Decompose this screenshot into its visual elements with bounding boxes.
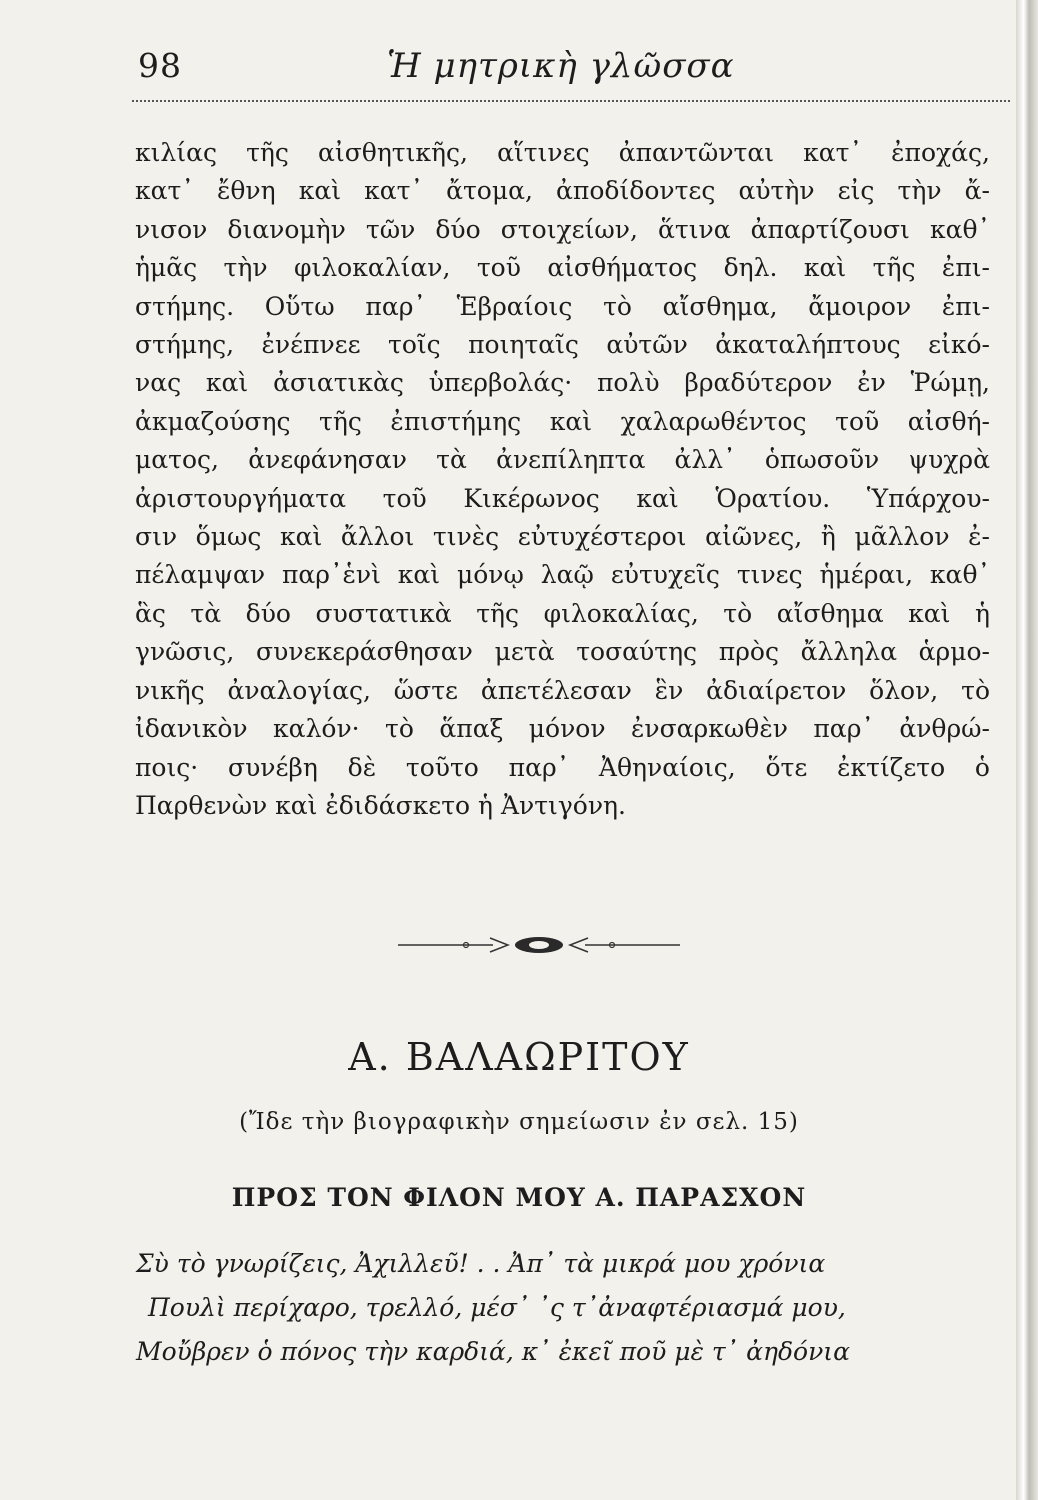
text-line: Παρθενὼν καὶ ἐδιδάσκετο ἡ Ἀντιγόνη. (135, 790, 626, 820)
text-line: κατ᾽ ἔθνη καὶ κατ᾽ ἄτομα, ἀποδίδοντες αὐτὴν εἰς τὴν ἄ- (135, 176, 990, 206)
text-line: κιλίας τῆς αἰσθητικῆς, αἵτινες ἀπαντῶνται κατ᾽ ἐποχάς, (135, 138, 990, 167)
text-line: ἃς τὰ δύο συστατικὰ τῆς φιλοκαλίας, τὸ αἴσθημα καὶ ἡ (135, 598, 990, 628)
text-line: ποις· συνέβη δὲ τοῦτο παρ᾽ Ἀθηναίοις, ὅτε ἐκτίζετο ὁ (135, 752, 990, 782)
text-line: ἀριστουργήματα τοῦ Κικέρωνος καὶ Ὁρατίου. Ὑπάρχου- (135, 483, 990, 513)
page-edge (1016, 0, 1038, 1500)
text-line: ἰδανικὸν καλόν· τὸ ἅπαξ μόνον ἐνσαρκωθὲν παρ᾽ ἀνθρώ- (135, 714, 990, 744)
text-line: στήμης, ἐνέπνεε τοῖς ποιηταῖς αὐτῶν ἀκαταλήπτους εἰκό- (135, 330, 990, 360)
text-line: σιν ὅμως καὶ ἄλλοι τινὲς εὐτυχέστεροι αἰῶνες, ἢ μᾶλλον ἐ- (135, 522, 990, 552)
bio-note: (Ἴδε τὴν βιογραφικὴν σημείωσιν ἐν σελ. 15) (239, 1109, 799, 1135)
poem-line: Μοὔβρεν ὁ πόνος τὴν καρδιά, κ᾽ ἐκεῖ ποῦ μὲ τ᾽ ἀηδόνια (136, 1337, 850, 1366)
text-line: νισον διανομὴν τῶν δύο στοιχείων, ἅτινα ἀπαρτίζουσι καθ᾽ (135, 214, 990, 244)
text-line: ἀκμαζούσης τῆς ἐπιστήμης καὶ χαλαρωθέντος τοῦ αἰσθή- (135, 406, 990, 436)
running-title: Ἡ μητρικὴ γλῶσσα (387, 46, 735, 86)
poem (136, 1242, 976, 1374)
poem-line: Πουλὶ περίχαρο, τρελλό, μέσ᾽ ᾽ς τ᾽ἀναφτέριασμά μου, (148, 1293, 846, 1322)
text-line: ματος, ἀνεφάνησαν τὰ ἀνεπίληπτα ἀλλ᾽ ὁπωσοῦν ψυχρὰ (135, 445, 990, 475)
author-heading: Α. ΒΑΛΑΩΡΙΤΟΥ (348, 1035, 690, 1079)
text-line: ἡμᾶς τὴν φιλοκαλίαν, τοῦ αἰσθήματος δηλ. καὶ τῆς ἐπι- (135, 253, 990, 283)
text-line: νικῆς ἀναλογίας, ὥστε ἀπετέλεσαν ἓν ἀδιαίρετον ὅλον, τὸ (135, 675, 990, 705)
poem-line: Σὺ τὸ γνωρίζεις, Ἀχιλλεῦ! . . Ἀπ᾽ τὰ μικρά μου χρόνια (136, 1249, 826, 1278)
header-rule (132, 100, 1010, 102)
poem-title: ΠΡΟΣ ΤΟΝ ΦΙΛΟΝ ΜΟΥ Α. ΠΑΡΑΣΧΟΝ (231, 1183, 807, 1212)
page-header (132, 38, 1007, 96)
text-line: γνῶσις, συνεκεράσθησαν μετὰ τοσαύτης πρὸς ἄλληλα ἁρμο- (135, 637, 990, 667)
ornament-divider (398, 930, 680, 960)
page-number: 98 (138, 46, 182, 85)
text-line: στήμης. Οὕτω παρ᾽ Ἑβραίοις τὸ αἴσθημα, ἄμοιρον ἐπι- (135, 291, 990, 321)
text-line: νας καὶ ἀσιατικὰς ὑπερβολάς· πολὺ βραδύτερον ἐν Ῥώμῃ, (135, 368, 990, 398)
body-text (135, 134, 990, 825)
text-line: πέλαμψαν παρ᾽ἑνὶ καὶ μόνῳ λαῷ εὐτυχεῖς τινες ἡμέραι, καθ᾽ (135, 560, 990, 590)
